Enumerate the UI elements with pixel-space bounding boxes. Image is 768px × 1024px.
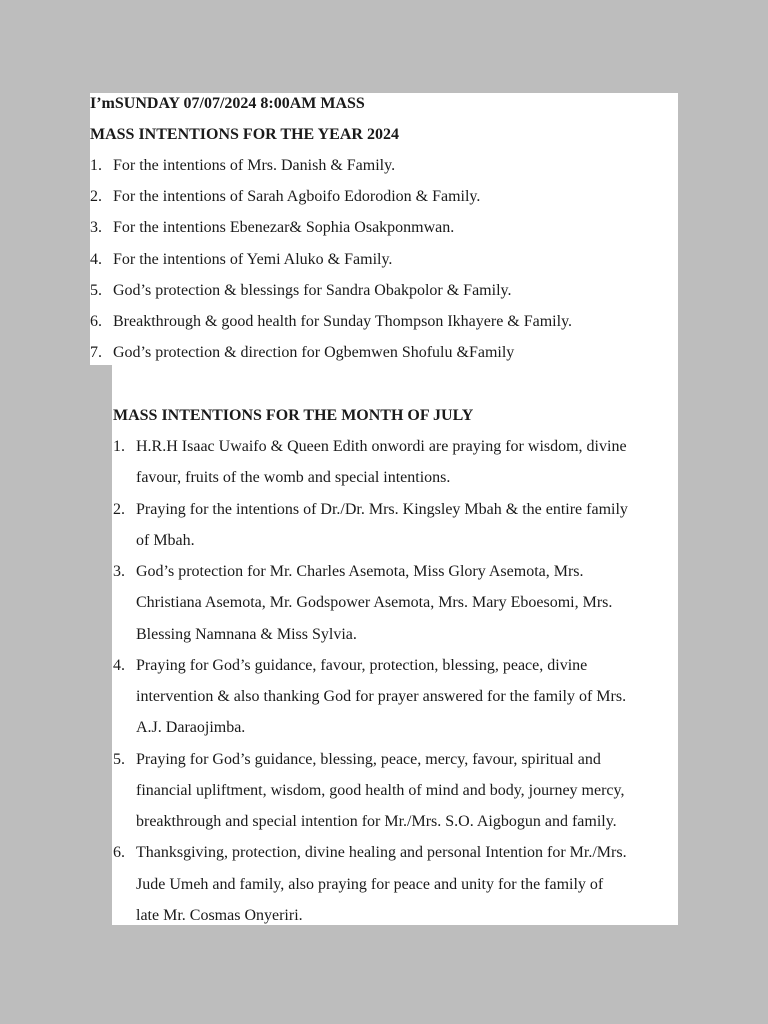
list-text-line: Jude Umeh and family, also praying for peace and unity for the family of (136, 876, 604, 893)
list-number: 3. (113, 563, 125, 580)
list-text-line: Praying for God’s guidance, favour, protection, blessing, peace, divine (136, 657, 588, 674)
list-text-line: of Mbah. (136, 532, 195, 549)
list-text-line: intervention & also thanking God for prayer answered for the family of Mrs. (136, 688, 627, 705)
list-number: 5. (90, 282, 102, 299)
list-number: 1. (90, 157, 102, 174)
list-number: 6. (113, 844, 125, 861)
list-text-line: Christiana Asemota, Mr. Godspower Asemota, Mrs. Mary Eboesomi, Mrs. (136, 594, 613, 611)
list-text-line: H.R.H Isaac Uwaifo & Queen Edith onwordi are praying for wisdom, divine (136, 438, 627, 455)
list-number: 6. (90, 313, 102, 330)
list-number: 5. (113, 751, 125, 768)
list-text: God’s protection & direction for Ogbemwen Shofulu &Family (113, 344, 515, 361)
month-intentions-title: MASS INTENTIONS FOR THE MONTH OF JULY (113, 407, 474, 424)
list-text-line: late Mr. Cosmas Onyeriri. (136, 907, 303, 924)
list-text-line: A.J. Daraojimba. (136, 719, 246, 736)
list-text: For the intentions Ebenezar& Sophia Osakponmwan. (113, 219, 455, 236)
list-number: 2. (113, 501, 125, 518)
list-text-line: Praying for the intentions of Dr./Dr. Mrs. Kingsley Mbah & the entire family (136, 501, 628, 518)
list-text: For the intentions of Mrs. Danish & Family. (113, 157, 396, 174)
list-text: Breakthrough & good health for Sunday Thompson Ikhayere & Family. (113, 313, 573, 330)
list-text: God’s protection & blessings for Sandra Obakpolor & Family. (113, 282, 512, 299)
list-number: 7. (90, 344, 102, 361)
list-text-line: financial upliftment, wisdom, good health of mind and body, journey mercy, (136, 782, 625, 799)
list-text-line: favour, fruits of the womb and special intentions. (136, 469, 451, 486)
list-number: 2. (90, 188, 102, 205)
list-number: 1. (113, 438, 125, 455)
list-text: For the intentions of Sarah Agboifo Edorodion & Family. (113, 188, 481, 205)
list-text: For the intentions of Yemi Aluko & Family. (113, 251, 393, 268)
year-intentions-title: MASS INTENTIONS FOR THE YEAR 2024 (90, 126, 399, 143)
list-text-line: breakthrough and special intention for Mr./Mrs. S.O. Aigbogun and family. (136, 813, 617, 830)
list-number: 4. (113, 657, 125, 674)
mass-date-heading: I’mSUNDAY 07/07/2024 8:00AM MASS (90, 95, 365, 112)
list-text-line: Praying for God’s guidance, blessing, peace, mercy, favour, spiritual and (136, 751, 601, 768)
list-text-line: God’s protection for Mr. Charles Asemota, Miss Glory Asemota, Mrs. (136, 563, 584, 580)
list-text-line: Blessing Namnana & Miss Sylvia. (136, 626, 357, 643)
list-number: 4. (90, 251, 102, 268)
list-text-line: Thanksgiving, protection, divine healing and personal Intention for Mr./Mrs. (136, 844, 627, 861)
list-number: 3. (90, 219, 102, 236)
